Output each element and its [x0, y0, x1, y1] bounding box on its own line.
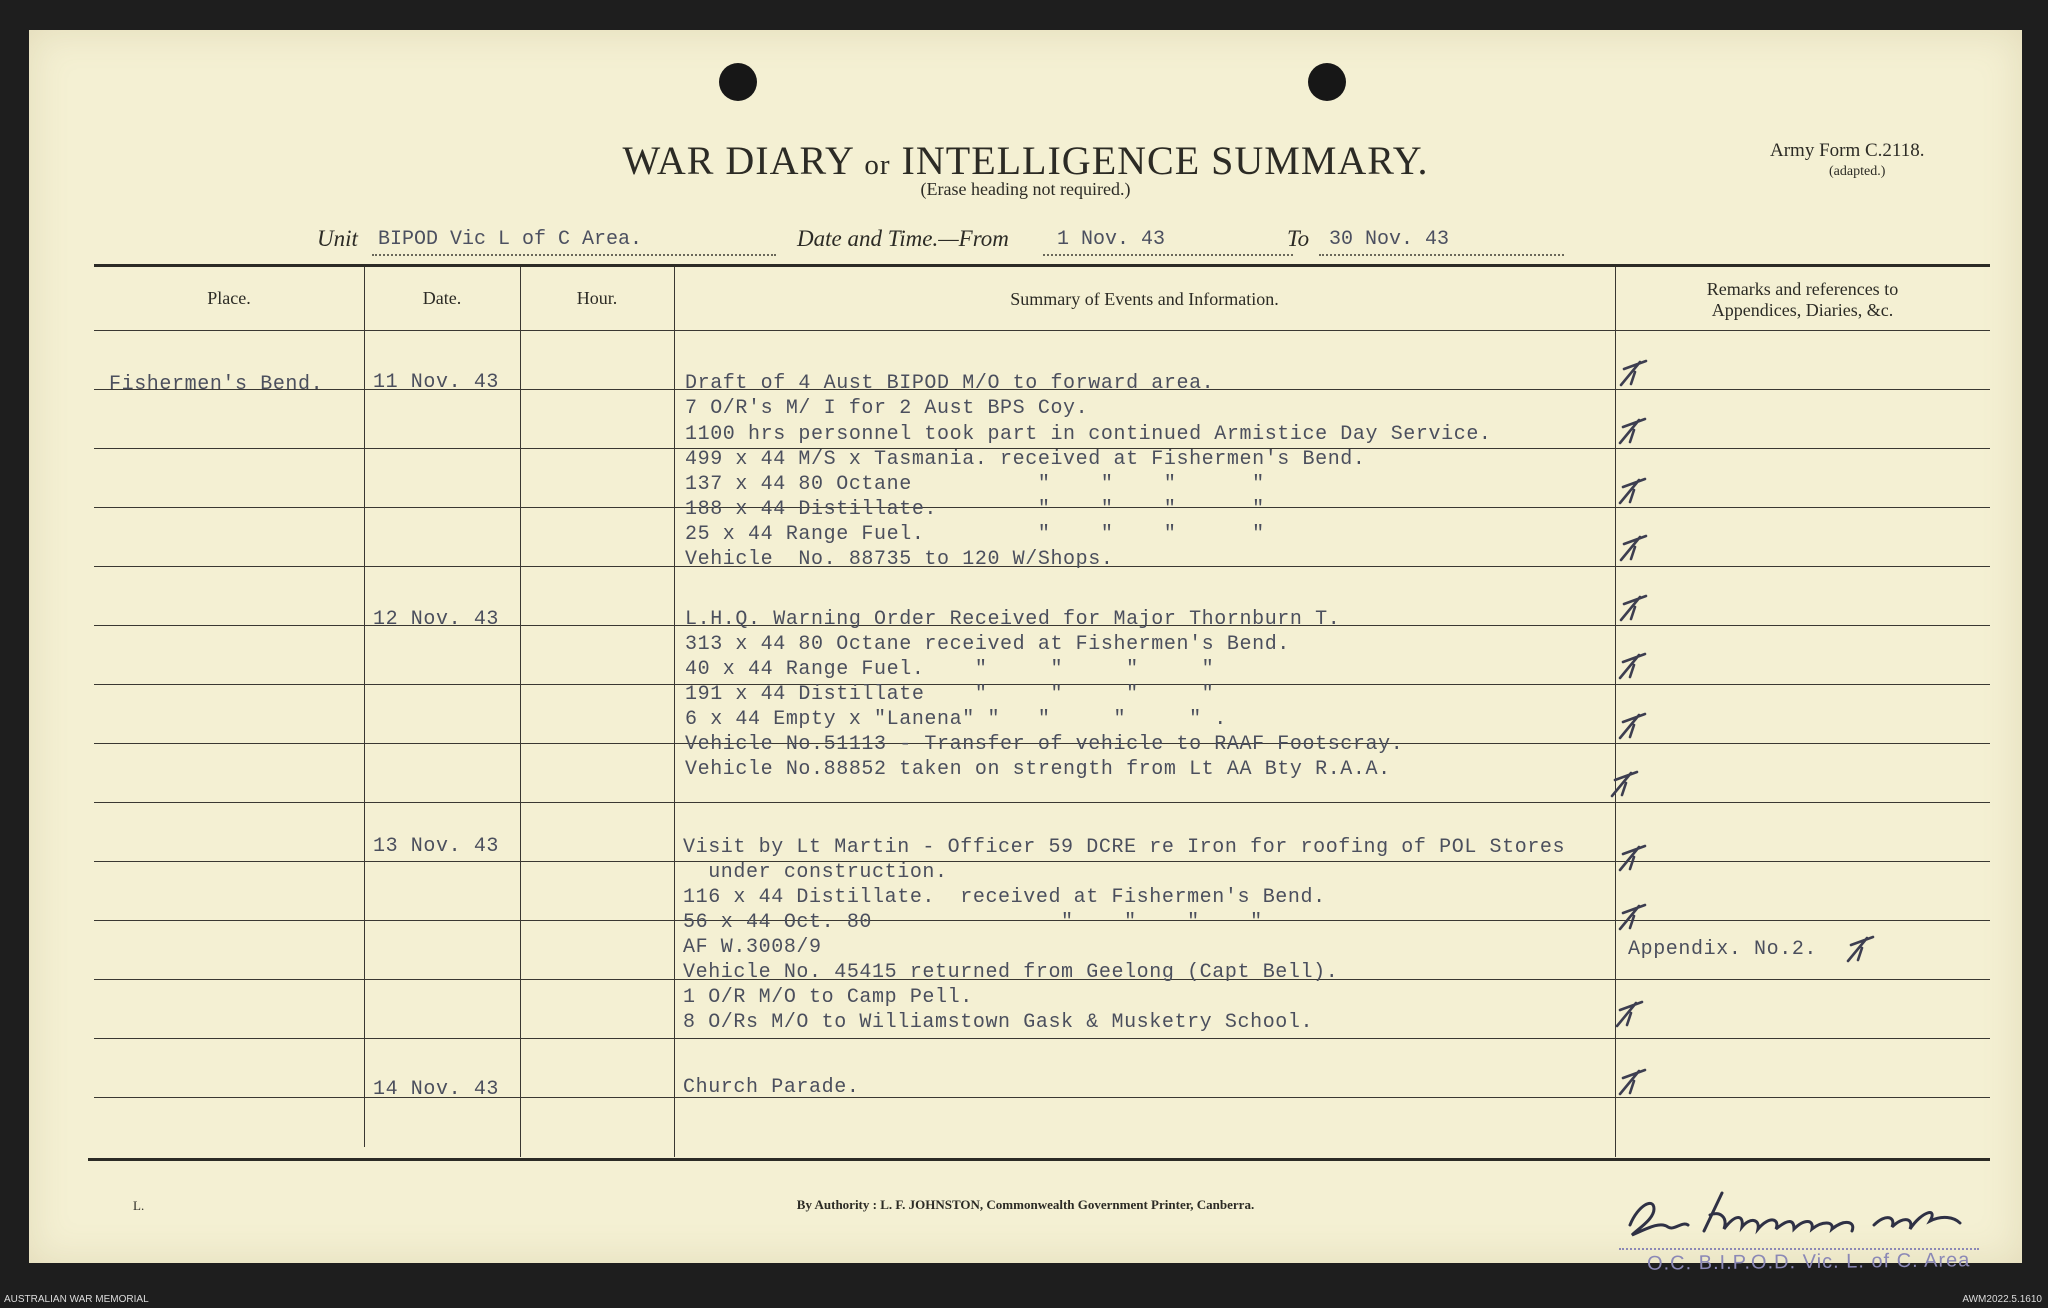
summary-line: 116 x 44 Distillate. received at Fishermen's Bend.: [683, 886, 1326, 909]
printer-authority: By Authority : L. F. JOHNSTON, Commonwealth Government Printer, Canberra.: [796, 1197, 1255, 1212]
column-header-hour: Hour.: [576, 288, 618, 308]
summary-line: 188 x 44 Distillate. " " " ": [685, 498, 1265, 521]
title-or: or: [864, 149, 891, 181]
check-mark-icon: [1616, 357, 1652, 389]
form-corner-mark: L.: [133, 1198, 145, 1213]
date-time-label: Date and Time.—From: [797, 226, 1009, 251]
to-date-value: 30 Nov. 43: [1319, 228, 1564, 256]
check-mark-icon: [1615, 842, 1651, 874]
summary-line: AF W.3008/9: [683, 936, 822, 959]
date-entry-12-nov: 12 Nov. 43: [373, 608, 500, 631]
check-mark-icon: [1615, 475, 1651, 507]
column-divider-hour-summary: [674, 267, 675, 1157]
summary-line: 499 x 44 M/S x Tasmania. received at Fishermen's Bend.: [685, 448, 1366, 471]
summary-line: Vehicle No.88852 taken on strength from Lt AA Bty R.A.A.: [685, 758, 1391, 781]
summary-line: Visit by Lt Martin - Officer 59 DCRE re Iron for roofing of POL Stores: [683, 836, 1566, 859]
form-title: [29, 137, 2022, 184]
check-mark-icon: [1607, 768, 1643, 800]
title-war-diary: WAR DIARY: [622, 138, 854, 183]
summary-line: L.H.Q. Warning Order Received for Major Thornburn T.: [685, 608, 1341, 631]
column-header-date: Date.: [422, 288, 462, 308]
check-mark-icon: [1616, 532, 1652, 564]
row-rule: [94, 861, 1990, 862]
footer-accession-number: AWM2022.5.1610: [1962, 1294, 2042, 1305]
summary-line: Church Parade.: [683, 1076, 860, 1099]
table-bottom-rule: [88, 1158, 1990, 1161]
punch-hole-right: [1308, 63, 1346, 101]
army-form-number: Army Form C.2118.: [1770, 140, 1925, 161]
commanding-officer-stamp: O.C. B.I.P.O.D. Vic. L. of C. Area: [1646, 1249, 1971, 1275]
summary-line: Vehicle No. 88735 to 120 W/Shops.: [685, 548, 1114, 571]
handwritten-signature: [1624, 1185, 2004, 1255]
check-mark-icon: [1615, 415, 1651, 447]
remarks-header-line-1: Remarks and references to: [1706, 279, 1899, 299]
place-entry: Fishermen's Bend.: [109, 373, 324, 396]
column-divider-place-date: [364, 267, 365, 1147]
summary-line: 313 x 44 80 Octane received at Fishermen's Bend.: [685, 633, 1290, 656]
summary-line: 25 x 44 Range Fuel. " " " ": [685, 523, 1265, 546]
unit-label: Unit: [317, 226, 358, 251]
date-entry-13-nov: 13 Nov. 43: [373, 835, 500, 858]
unit-value: BIPOD Vic L of C Area.: [372, 228, 776, 256]
summary-line: Vehicle No.51113 - Transfer of vehicle to RAAF Footscray.: [685, 733, 1404, 756]
summary-line: 1100 hrs personnel took part in continued Armistice Day Service.: [685, 423, 1492, 446]
check-mark-icon: [1843, 933, 1879, 965]
summary-line: Vehicle No. 45415 returned from Geelong (Capt Bell).: [683, 961, 1339, 984]
row-rule: [94, 1038, 1990, 1039]
column-divider-date-hour: [520, 267, 521, 1157]
check-mark-icon: [1616, 592, 1652, 624]
title-intelligence-summary: INTELLIGENCE SUMMARY.: [901, 138, 1429, 183]
check-mark-icon: [1615, 901, 1651, 933]
summary-line: 40 x 44 Range Fuel. " " " ": [685, 658, 1215, 681]
punch-hole-left: [719, 63, 757, 101]
check-mark-icon: [1615, 1066, 1651, 1098]
date-entry-11-nov: 11 Nov. 43: [373, 371, 500, 394]
column-header-place: Place.: [207, 288, 251, 308]
summary-line: 6 x 44 Empty x "Lanena" " " " " .: [685, 708, 1227, 731]
remarks-header-line-2: Appendices, Diaries, &c.: [1711, 300, 1894, 320]
summary-line: 8 O/Rs M/O to Williamstown Gask & Musketry School.: [683, 1011, 1314, 1034]
summary-line: 56 x 44 Oct. 80 " " " ": [683, 911, 1263, 934]
summary-line: Draft of 4 Aust BIPOD M/O to forward area.: [685, 372, 1215, 395]
check-mark-icon: [1615, 710, 1651, 742]
date-entry-14-nov: 14 Nov. 43: [373, 1078, 500, 1101]
table-header-divider: [94, 330, 1990, 331]
to-label: To: [1287, 226, 1310, 251]
footer-collection-credit: AUSTRALIAN WAR MEMORIAL: [4, 1294, 149, 1305]
appendix-note: Appendix. No.2.: [1628, 938, 1818, 961]
from-date-value: 1 Nov. 43: [1043, 228, 1293, 256]
check-mark-icon: [1612, 998, 1648, 1030]
summary-line: 7 O/R's M/ I for 2 Aust BPS Coy.: [685, 397, 1089, 420]
form-subtitle: (Erase heading not required.): [920, 179, 1131, 199]
army-form-adapted: (adapted.): [1829, 164, 1886, 179]
check-mark-icon: [1615, 650, 1651, 682]
summary-line: 191 x 44 Distillate " " " ": [685, 683, 1215, 706]
column-header-remarks: [1615, 279, 1990, 321]
war-diary-sheet: [29, 30, 2022, 1275]
column-header-summary: Summary of Events and Information.: [1010, 289, 1279, 309]
summary-line: under construction.: [683, 861, 948, 884]
row-rule: [94, 802, 1990, 803]
summary-line: 137 x 44 80 Octane " " " ": [685, 473, 1265, 496]
table-top-rule: [94, 264, 1990, 267]
summary-line: 1 O/R M/O to Camp Pell.: [683, 986, 973, 1009]
